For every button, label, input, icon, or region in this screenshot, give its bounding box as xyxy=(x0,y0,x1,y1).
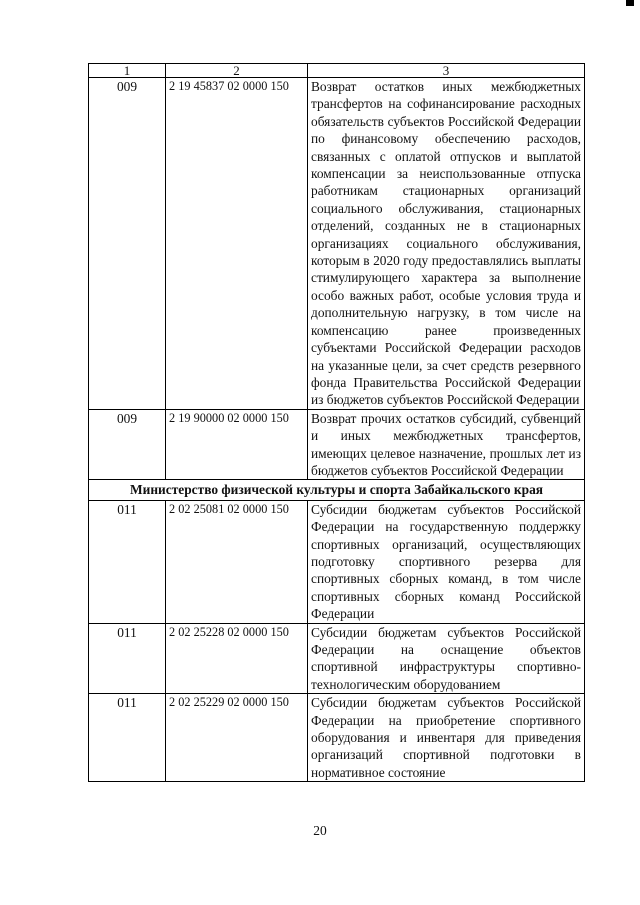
table-row xyxy=(89,78,585,410)
description-cell: Возврат прочих остатков субсидий, субвенций и иных межбюджетных трансфертов, имеющих целевое назначение, прошлых лет из бюджетов субъектов Российской Федерации xyxy=(308,409,585,480)
description-cell: Субсидии бюджетам субъектов Российской Федерации на государственную поддержку спортивных организаций, осуществляющих подготовку спортивного резерва для спортивных сборных команд, в том числе спортивных сборных команд Российской Федерации xyxy=(308,500,585,623)
admin-code-cell: 009 xyxy=(89,78,166,410)
section-heading-row xyxy=(89,480,585,500)
scan-corner-mark xyxy=(626,0,634,6)
description-cell: Субсидии бюджетам субъектов Российской Федерации на оснащение объектов спортивной инфраструктуры спортивно-технологическим оборудованием xyxy=(308,623,585,694)
kbk-code-cell: 2 19 90000 02 0000 150 xyxy=(166,409,308,480)
description-cell: Возврат остатков иных межбюджетных трансфертов на софинансирование расходных обязательств субъектов Российской Федерации по финансовому обеспечению расходов, связанных с оплатой отпусков и выплатой компенсации за неиспользованные отпуска работникам стационарных организаций социального обслуживания, стационарных отделений, созданных не в стационарных организациях социального обслуживания, которым в 2020 году предоставлялись выплаты стимулирующего характера за выполнение особо важных работ, особые условия труда и дополнительную нагрузку, в том числе на компенсацию ранее произведенных субъектами Российской Федерации расходов на указанные цели, за счет средств резервного фонда Правительства Российской Федерации из бюджетов субъектов Российской Федерации xyxy=(308,78,585,410)
page-number: 20 xyxy=(313,823,327,838)
table-row xyxy=(89,409,585,480)
admin-code-cell: 011 xyxy=(89,500,166,623)
admin-code-cell: 011 xyxy=(89,623,166,694)
admin-code-cell: 009 xyxy=(89,409,166,480)
section-heading: Министерство физической культуры и спорта Забайкальского края xyxy=(89,480,585,500)
header-col-3: 3 xyxy=(308,64,585,78)
budget-classification-table xyxy=(88,63,585,782)
kbk-code-cell: 2 02 25228 02 0000 150 xyxy=(166,623,308,694)
header-col-1: 1 xyxy=(89,64,166,78)
kbk-code-cell: 2 02 25081 02 0000 150 xyxy=(166,500,308,623)
admin-code-cell: 011 xyxy=(89,694,166,782)
table-row xyxy=(89,623,585,694)
table-header-row xyxy=(89,64,585,78)
table-row xyxy=(89,694,585,782)
header-col-2: 2 xyxy=(166,64,308,78)
kbk-code-cell: 2 19 45837 02 0000 150 xyxy=(166,78,308,410)
table-row xyxy=(89,500,585,623)
description-cell: Субсидии бюджетам субъектов Российской Федерации на приобретение спортивного оборудования и инвентаря для приведения организаций спортивной подготовки в нормативное состояние xyxy=(308,694,585,782)
kbk-code-cell: 2 02 25229 02 0000 150 xyxy=(166,694,308,782)
